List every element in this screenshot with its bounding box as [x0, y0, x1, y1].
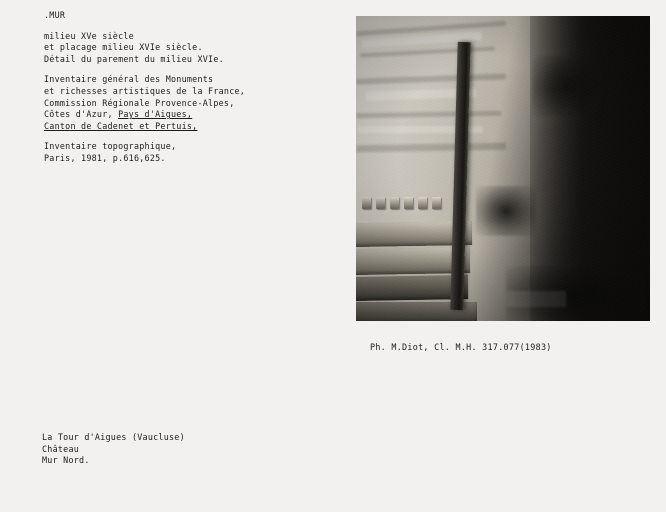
record-description-block — [44, 31, 344, 66]
publication-line: Paris, 1981, p.616,625. — [44, 152, 166, 163]
description-line: et placage milieu XVIe siècle. — [44, 42, 203, 53]
source-line — [44, 109, 344, 121]
description-line: Détail du parement du milieu XVIe. — [44, 53, 224, 64]
footer-line: Mur Nord. — [42, 455, 90, 466]
footer-line: Château — [42, 443, 80, 454]
photograph-image — [356, 16, 650, 321]
footer-line: La Tour d'Aigues (Vaucluse) — [42, 432, 185, 442]
source-line-underlined: Pays d'Aigues, — [118, 109, 193, 120]
source-line: Inventaire général des Monuments — [44, 74, 214, 85]
record-footer — [42, 432, 185, 467]
description-line: milieu XVe siècle — [44, 30, 134, 41]
photo-credit: Ph. M.Diot, Cl. M.H. 317.077(1983) — [370, 342, 552, 352]
record-source-block — [44, 74, 344, 132]
record-text-column — [44, 10, 344, 165]
source-line-prefix: Côtes d'Azur, — [44, 109, 119, 120]
record-heading: .MUR — [44, 10, 66, 20]
source-line-underlined: Canton de Cadenet et Pertuis, — [44, 120, 198, 131]
photograph — [356, 16, 650, 321]
publication-line: Inventaire topographique, — [44, 141, 177, 152]
record-publication-block — [44, 141, 344, 164]
photo-vignette — [356, 16, 650, 321]
record-heading-block — [44, 10, 344, 22]
source-line: Commission Régionale Provence-Alpes, — [44, 97, 235, 108]
source-line: et richesses artistiques de la France, — [44, 85, 246, 96]
